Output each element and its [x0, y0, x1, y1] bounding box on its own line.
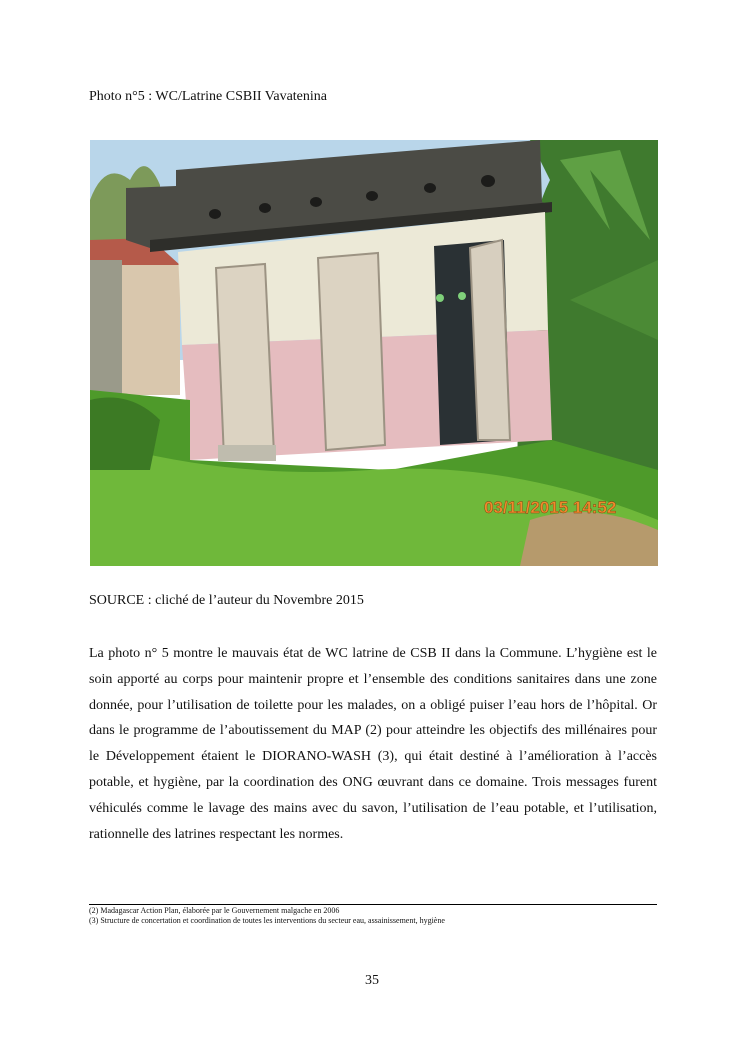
latrine-photo — [90, 140, 658, 566]
footnote-divider — [89, 904, 657, 905]
body-paragraph: La photo n° 5 montre le mauvais état de WC latrine de CSB II dans la Commune. L’hygiène est le soin apporté au corps pour maintenir propre et l’ensemble des conditions sanitaires dans une zone donnée, pour l’utilisation de toilette pour les malades, on a obligé puiser l’eau hors de l’hôpital. Or dans le programme de l’aboutissement du MAP (2) pour atteindre les objectifs des millénaires pour le Développement étaient le DIORANO-WASH (3), qui était destiné à l’amélioration à l’accès potable, et hygiène, par la coordination des ONG œuvrant dans ce domaine. Trois messages furent véhiculés comme le lavage des mains avec du savon, l’utilisation de l’eau potable, et l’utilisation, rationnelle des latrines respectant les normes. — [89, 646, 657, 842]
photo-timestamp: 03/11/2015 14:52 — [484, 498, 617, 517]
footnote-2: (2) Madagascar Action Plan, élaborée par le Gouvernement malgache en 2006 — [89, 906, 340, 915]
footnote-3: (3) Structure de concertation et coordination de toutes les interventions du secteur eau, assainissement, hygiène — [89, 916, 445, 925]
door-3-open — [470, 240, 510, 440]
door-1 — [216, 264, 274, 458]
left-pillar — [90, 260, 122, 400]
footnotes — [89, 906, 445, 926]
left-building — [120, 265, 180, 395]
page-number: 35 — [365, 973, 379, 988]
door-2 — [318, 253, 385, 450]
photo-caption: Photo n°5 : WC/Latrine CSBII Vavatenina — [89, 89, 327, 104]
photo-source: SOURCE : cliché de l’auteur du Novembre 2015 — [89, 593, 364, 608]
